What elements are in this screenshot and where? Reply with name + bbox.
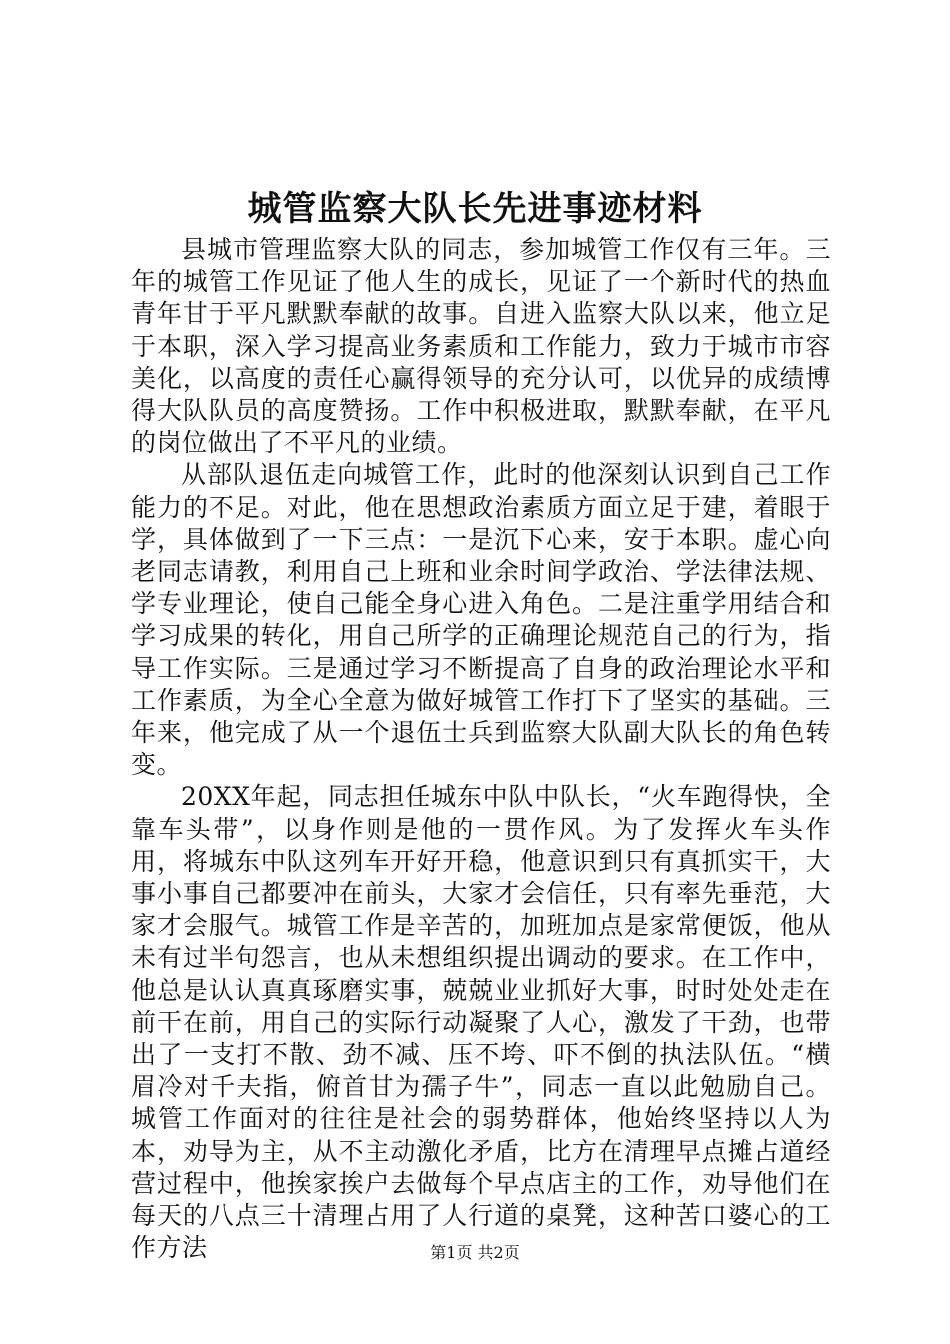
page-number-footer: 第1页 共2页 — [430, 1243, 520, 1262]
document-title: 城管监察大队长先进事迹材料 — [247, 189, 703, 229]
paragraph-3: 20XX年起，同志担任城东中队中队长，“火车跑得快，全靠车头带”，以身作则是他的一贯作风。为了发挥火车头作用，将城东中队这列车开好开稳，他意识到只有真抓实干，大事小事自己都要冲在前头，大家才会信任，只有率先垂范，大家才会服气。城管工作是辛苦的，加班加点是家常便饭，他从未有过半句怨言，也从未想组织提出调动的要求。在工作中，他总是认认真真琢磨实事，兢兢业业抓好大事，时时处处走在前干在前，用自己的实际行动凝聚了人心，激发了干劲，也带出了一支打不散、劲不减、压不垮、吓不倒的执法队伍。“横眉冷对千夫指，俯首甘为孺子牛”，同志一直以此勉励自己。城管工作面对的往往是社会的弱势群体，他始终坚持以人为本，劝导为主，从不主动激化矛盾，比方在清理早点摊占道经营过程中，他挨家挨户去做每个早点店主的工作，劝导他们在每天的八点三十清理占用了人行道的桌凳，这种苦口婆心的工作方法 — [131, 782, 831, 1263]
paragraph-2: 从部队退伍走向城管工作，此时的他深刻认识到自己工作能力的不足。对此，他在思想政治素质方面立足于建，着眼于学，具体做到了一下三点：一是沉下心来，安于本职。虚心向老同志请教，利用自己上班和业余时间学政治、学法律法规、学专业理论，使自己能全身心进入角色。二是注重学用结合和学习成果的转化，用自己所学的正确理论规范自己的行为，指导工作实际。三是通过学习不断提高了自身的政治理论水平和工作素质，为全心全意为做好城管工作打下了坚实的基础。三年来，他完成了从一个退伍士兵到监察大队副大队长的角色转变。 — [131, 460, 831, 780]
paragraph-1: 县城市管理监察大队的同志，参加城管工作仅有三年。三年的城管工作见证了他人生的成长，见证了一个新时代的热血青年甘于平凡默默奉献的故事。自进入监察大队以来，他立足于本职，深入学习提高业务素质和工作能力，致力于城市市容美化，以高度的责任心赢得领导的充分认可，以优异的成绩博得大队队员的高度赞扬。工作中积极进取，默默奉献，在平凡的岗位做出了不平凡的业绩。 — [131, 235, 831, 458]
document-body — [131, 234, 831, 1265]
